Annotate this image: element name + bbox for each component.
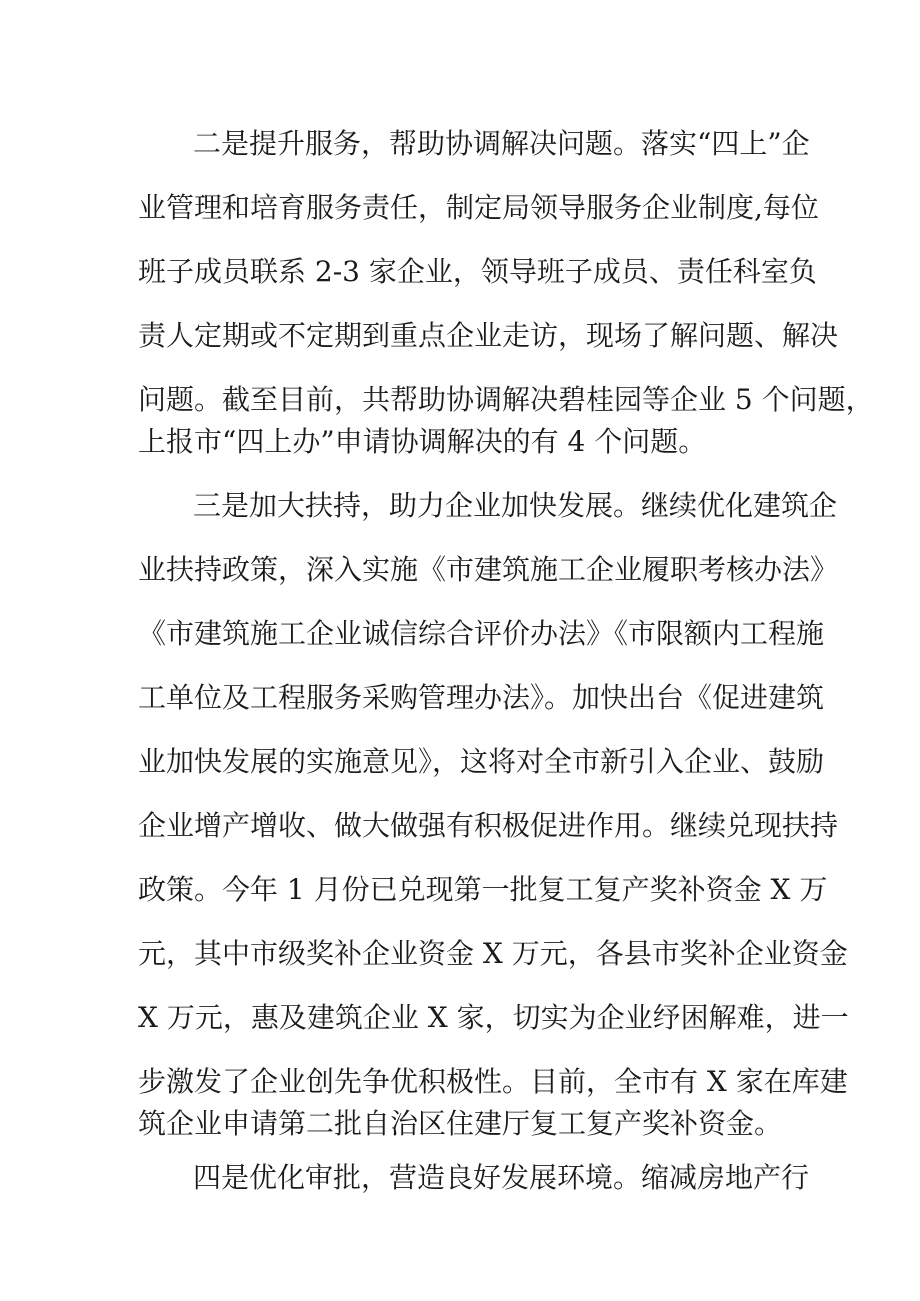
paragraph-line: 问题。截至目前，共帮助协调解决碧桂园等企业 5 个问题， <box>138 383 874 416</box>
paragraph-line: 元，其中市级奖补企业资金 X 万元，各县市奖补企业资金 <box>138 937 848 970</box>
paragraph-line: 筑企业申请第二批自治区住建厅复工复产奖补资金。 <box>138 1107 783 1140</box>
paragraph-line: 班子成员联系 2-3 家企业，领导班子成员、责任科室负 <box>138 255 817 288</box>
paragraph-line: 上报市“四上办”申请协调解决的有 4 个问题。 <box>138 425 707 458</box>
paragraph-line: 三是加大扶持，助力企业加快发展。继续优化建筑企 <box>193 489 838 522</box>
paragraph-line: 业管理和培育服务责任，制定局领导服务企业制度,每位 <box>138 191 819 224</box>
paragraph-line: X 万元，惠及建筑企业 X 家，切实为企业纾困解难，进一 <box>138 1001 849 1034</box>
paragraph-line: 工单位及工程服务采购管理办法》。加快出台《促进建筑 <box>138 681 825 714</box>
paragraph-line: 四是优化审批，营造良好发展环境。缩减房地产行 <box>193 1161 810 1194</box>
paragraph-line: 业加快发展的实施意见》，这将对全市新引入企业、鼓励 <box>138 745 825 778</box>
paragraph-line: 《市建筑施工企业诚信综合评价办法》《市限额内工程施 <box>138 617 825 650</box>
paragraph-line: 企业增产增收、做大做强有积极促进作用。继续兑现扶持 <box>138 809 839 842</box>
paragraph-line: 步激发了企业创先争优积极性。目前，全市有 X 家在库建 <box>138 1065 848 1098</box>
paragraph-line: 业扶持政策，深入实施《市建筑施工企业履职考核办法》 <box>138 553 839 586</box>
paragraph-line: 责人定期或不定期到重点企业走访，现场了解问题、解决 <box>138 319 839 352</box>
paragraph-line: 二是提升服务，帮助协调解决问题。落实“四上”企 <box>193 127 810 160</box>
paragraph-line: 政策。今年 1 月份已兑现第一批复工复产奖补资金 X 万 <box>138 873 828 906</box>
